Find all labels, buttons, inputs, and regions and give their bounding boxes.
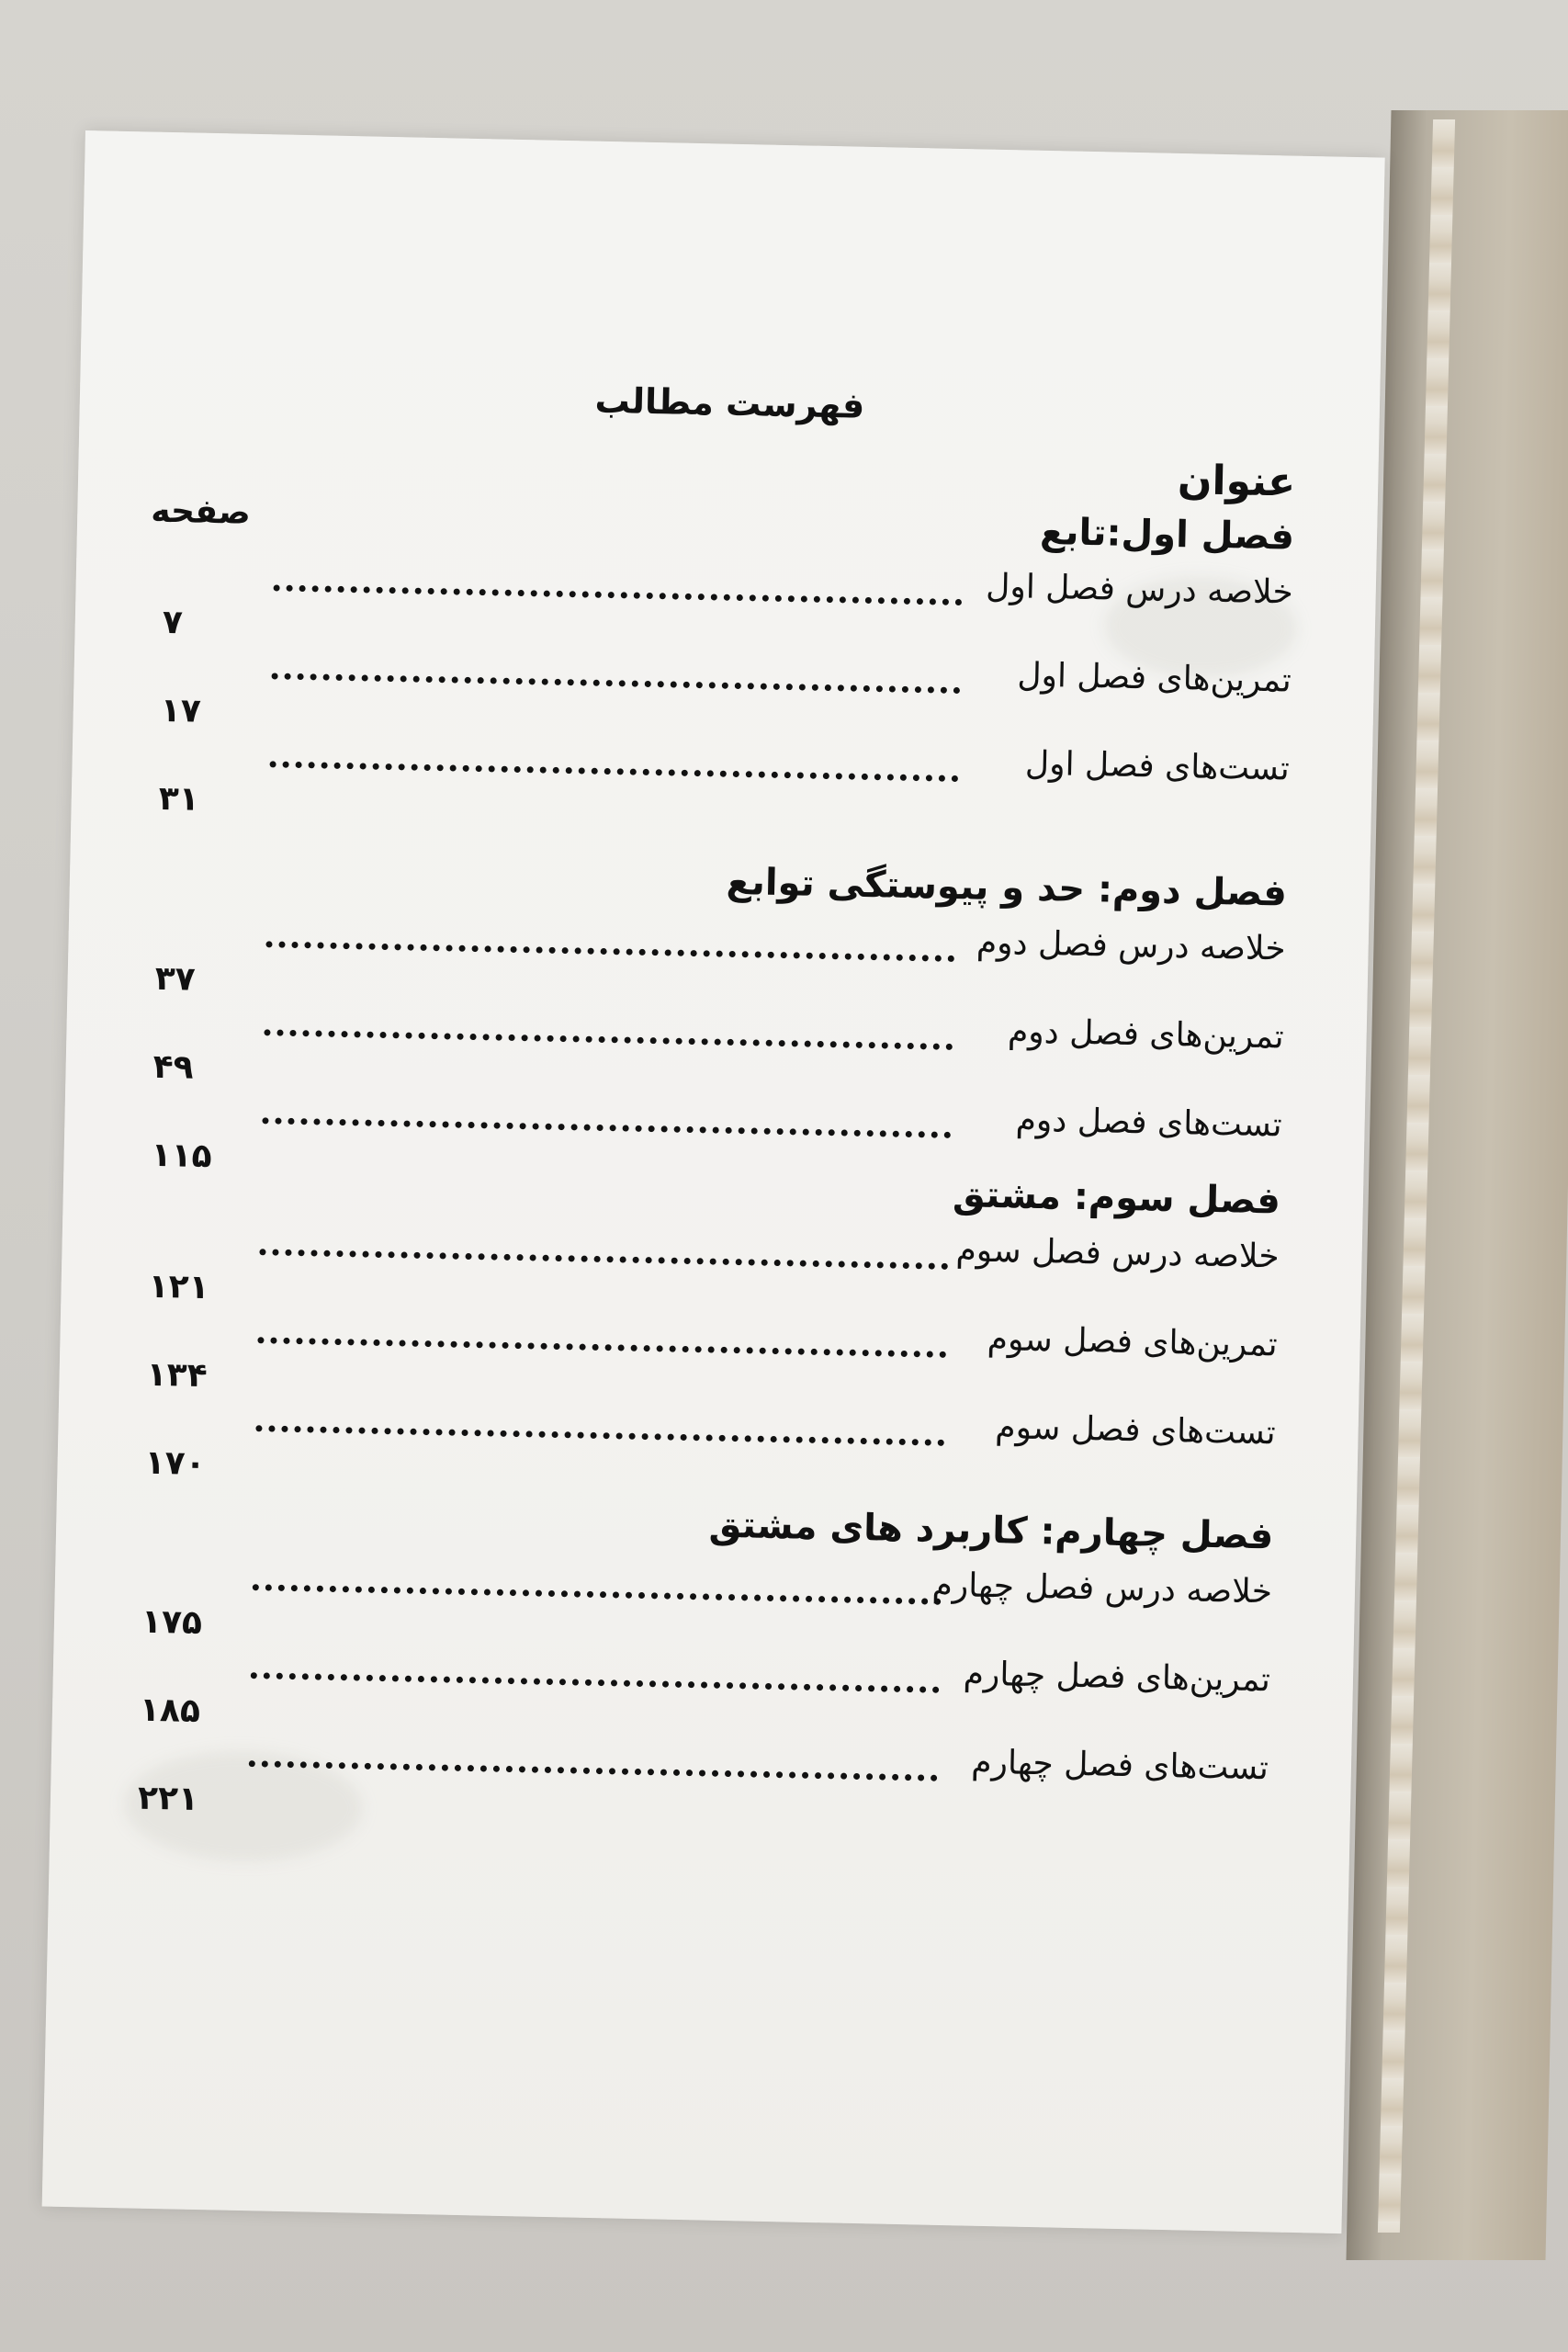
section-chapter-2 (151, 849, 1287, 1198)
entry-page-number: ۲۲۱ (137, 1779, 199, 1818)
leader-dots (264, 1029, 953, 1050)
title-column-label: عنوان (1177, 456, 1296, 506)
entry-page-number: ۱۱۵ (151, 1136, 212, 1176)
toc-entry (158, 729, 1290, 842)
leader-dots (257, 1337, 946, 1358)
entry-page-number: ۱۷ (160, 691, 202, 730)
entry-title: تمرین‌های فصل چهارم (963, 1655, 1271, 1700)
entry-title: تمرین‌های فصل سوم (987, 1319, 1279, 1364)
entry-title: خلاصه درس فصل چهارم (931, 1566, 1273, 1611)
page-column-label: صفحه (150, 492, 252, 532)
entry-page-number: ۱۲۱ (148, 1267, 210, 1307)
entry-title: خلاصه درس فصل سوم (955, 1231, 1280, 1276)
leader-dots (253, 1584, 942, 1605)
entry-page-number: ۱۳۴ (146, 1355, 208, 1396)
entry-page-number: ۱۷۰ (144, 1443, 206, 1484)
leader-dots (272, 673, 961, 694)
toc-entry (138, 1729, 1269, 1841)
entry-page-number: ۱۸۵ (139, 1690, 201, 1730)
leader-dots (255, 1425, 944, 1446)
book-page (42, 130, 1385, 2233)
book-binding (1346, 110, 1568, 2260)
entry-title: خلاصه درس فصل اول (985, 567, 1294, 612)
section-heading: فصل چهارم: کاربرد های مشتق (708, 1503, 1274, 1558)
entry-page-number: ۷ (162, 603, 184, 642)
leader-dots (262, 1117, 951, 1138)
entry-title: تست‌های فصل دوم (1015, 1101, 1283, 1145)
section-heading: فصل اول:تابع (1039, 510, 1295, 559)
entry-title: تست‌های فصل اول (1024, 744, 1291, 788)
entry-title: خلاصه درس فصل دوم (976, 923, 1287, 968)
entry-page-number: ۱۷۵ (141, 1602, 203, 1643)
leader-dots (274, 584, 963, 605)
entry-title: تمرین‌های فصل دوم (1007, 1012, 1285, 1057)
entry-title: تست‌های فصل سوم (994, 1408, 1277, 1453)
leader-dots (249, 1760, 938, 1781)
leader-dots (259, 1249, 948, 1270)
table-of-contents (42, 130, 1385, 2233)
toc-entry (144, 1394, 1276, 1506)
section-chapter-3 (144, 1157, 1280, 1506)
entry-page-number: ۴۹ (152, 1047, 195, 1087)
section-chapter-1 (158, 492, 1294, 842)
page-title: فهرست مطالب (594, 379, 865, 426)
leader-dots (270, 761, 959, 782)
section-heading: فصل سوم: مشتق (952, 1173, 1281, 1223)
entry-page-number: ۳۷ (154, 959, 197, 999)
entry-title: تست‌های فصل چهارم (970, 1743, 1269, 1788)
section-chapter-4 (138, 1492, 1274, 1841)
leader-dots (265, 941, 954, 962)
leader-dots (251, 1672, 940, 1693)
entry-title: تمرین‌های فصل اول (1017, 656, 1292, 700)
entry-page-number: ۳۱ (158, 779, 200, 819)
section-heading: فصل دوم: حد و پیوستگی توابع (726, 860, 1288, 915)
